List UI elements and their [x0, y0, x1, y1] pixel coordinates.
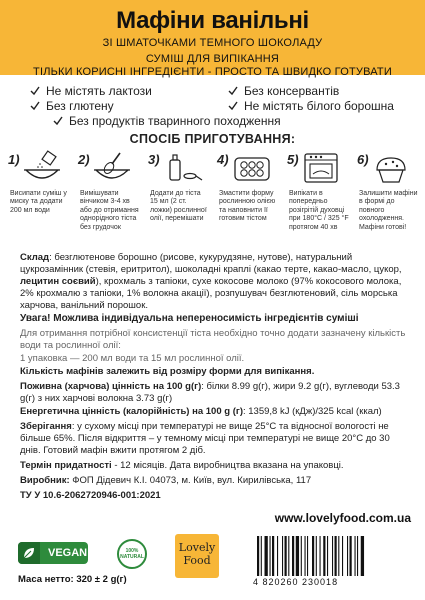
standard-code: ТУ У 10.6-2062720946-001:2021: [20, 490, 161, 501]
footer: [0, 532, 425, 600]
feature-item: [53, 114, 281, 128]
feature-label: Без продуктів тваринного походження: [69, 114, 281, 128]
step-number: 6): [357, 152, 369, 167]
check-icon: [53, 116, 63, 126]
shelf-life: [20, 460, 410, 472]
method-title: СПОСІБ ПРИГОТУВАННЯ:: [129, 132, 296, 146]
instructions-proportion: 1 упаковка — 200 мл води та 15 мл рослинної олії.: [20, 353, 245, 364]
barcode-icon: [255, 536, 405, 576]
oil-bottle-icon: [160, 150, 204, 186]
feature-label: Без консервантів: [244, 84, 340, 98]
composition-allergen: лецитин соєвий: [20, 276, 96, 287]
band-line-1: СУМІШ ДЛЯ ВИПІКАННЯ: [145, 53, 280, 65]
storage-text: : у сухому місці при температурі не вище 25°С та відносної вологості не більше 65%. Після відкриття – у темному місці при температурі не вище 20°С до 30 днів. Готовий мафін вжити протягом 2 діб.: [20, 421, 390, 456]
step-text: Додати до тіста 15 мл (2 ст. ложки) рослинної олії, перемішати: [150, 190, 207, 223]
oven-icon: [299, 150, 343, 186]
brand-line-2: Food: [183, 554, 211, 567]
feature-item: [228, 99, 394, 113]
check-icon: [30, 86, 40, 96]
check-icon: [228, 101, 238, 111]
feature-item: [30, 99, 114, 113]
net-weight: Маса нетто: 320 ± 2 g(г): [18, 574, 127, 585]
muffin-icon: [369, 150, 413, 186]
muffin-tray-icon: [229, 150, 273, 186]
shelf-text: - 12 місяців. Дата виробництва вказана на упаковці.: [111, 460, 344, 471]
step-number: 5): [287, 152, 299, 167]
energy-text: : 1359,8 kJ (кДж)/325 kcal (ккал): [243, 406, 382, 417]
brand-line-1: Lovely: [178, 541, 216, 554]
composition-text-after: ), крохмаль з тапіоки, сухе кокосове молоко (97% кокосового молока, 2% крохмалю з тапіоки, 1% волокна акації), розпушувач безглютеновий, сіль морська харчова, ванільний порошок.: [20, 276, 402, 311]
band-line-2: ТІЛЬКИ КОРИСНІ ІНГРЕДІЄНТИ - ПРОСТО ТА ШВИДКО ГОТУВАТИ: [33, 66, 392, 78]
header-banner: [0, 0, 425, 78]
storage: [20, 421, 410, 457]
info-block: [20, 252, 410, 503]
energy: [20, 406, 410, 418]
step-text: Висипати суміш у миску та додати 200 мл води: [10, 190, 67, 214]
leaf-icon: [18, 542, 40, 564]
step-text: Змастити форму рослинною олією та наповнити її готовим тістом: [219, 190, 276, 223]
website-link[interactable]: www.lovelyfood.com.ua: [274, 511, 411, 525]
step-text: Випікати в попередньо розігрітій духовці при 180°С / 325 °F протягом 40 хв: [289, 190, 349, 231]
feature-item: [30, 84, 152, 98]
step-number: 4): [217, 152, 229, 167]
vegan-label: VEGAN: [48, 547, 88, 559]
feature-label: Не містять лактози: [46, 84, 152, 98]
feature-label: Не містять білого борошна: [244, 99, 394, 113]
nutrition-text: : білки 8.99 g(г), жири 9.2 g(г), вуглеводи 53.3 g(г) з них харчові волокна 3.73 g(г): [20, 381, 400, 404]
step-number: 2): [78, 152, 90, 167]
feature-item: [228, 84, 339, 98]
instructions-text: Для отримання потрібної консистенції тіста необхідно точно додати зазначену кількість води та рослинної олії:: [20, 328, 406, 351]
mixing-bowl-icon: [20, 150, 64, 186]
brand-logo: [175, 534, 219, 578]
composition-label: Склад: [20, 252, 50, 263]
energy-label: Енергетична цінність (калорійність) на 100 g (г): [20, 406, 243, 417]
storage-label: Зберігання: [20, 421, 72, 432]
barcode-number: 4 820260 230018: [253, 577, 339, 587]
nutrition: [20, 381, 410, 405]
step-text: Вимішувати вінчиком 3-4 хв або до отримання однорідного тіста без грудочок: [80, 190, 139, 231]
check-icon: [228, 86, 238, 96]
producer: [20, 475, 410, 487]
product-title: Мафіни ванільні: [116, 7, 309, 34]
natural-label: NATURAL: [120, 554, 144, 560]
nutrition-label: Поживна (харчова) цінність на 100 g(г): [20, 381, 202, 392]
warning-text: Увага! Можлива індивідуальна непереносимість інгредієнтів суміші: [20, 313, 359, 324]
vegan-badge: [18, 542, 88, 564]
step-number: 1): [8, 152, 20, 167]
shelf-label: Термін придатності: [20, 460, 112, 471]
producer-label: Виробник:: [20, 475, 70, 486]
method-steps: [6, 150, 421, 255]
instructions-note: Кількість мафінів залежить від розміру форми для випікання.: [20, 366, 315, 377]
natural-percent: 100%: [125, 548, 139, 554]
composition-text: : безглютенове борошно (рисове, кукурудзяне, нутове), натуральний цукрозамінник (стевія, еритритол), шоколадні краплі (какао терте, какао-масло, цукор,: [20, 252, 402, 275]
step-number: 3): [148, 152, 160, 167]
composition: [20, 252, 410, 312]
feature-list: [0, 80, 425, 130]
natural-badge: [117, 539, 147, 569]
feature-label: Без глютену: [46, 99, 114, 113]
step-text: Залишити мафіни в формі до повного охолодження. Мафіни готові!: [359, 190, 418, 231]
producer-text: ФОП Дідевич К.І. 04073, м. Київ, вул. Кирилівська, 117: [69, 475, 312, 486]
check-icon: [30, 101, 40, 111]
whisk-icon: [90, 150, 134, 186]
product-subtitle: ЗІ ШМАТОЧКАМИ ТЕМНОГО ШОКОЛАДУ: [102, 37, 323, 49]
